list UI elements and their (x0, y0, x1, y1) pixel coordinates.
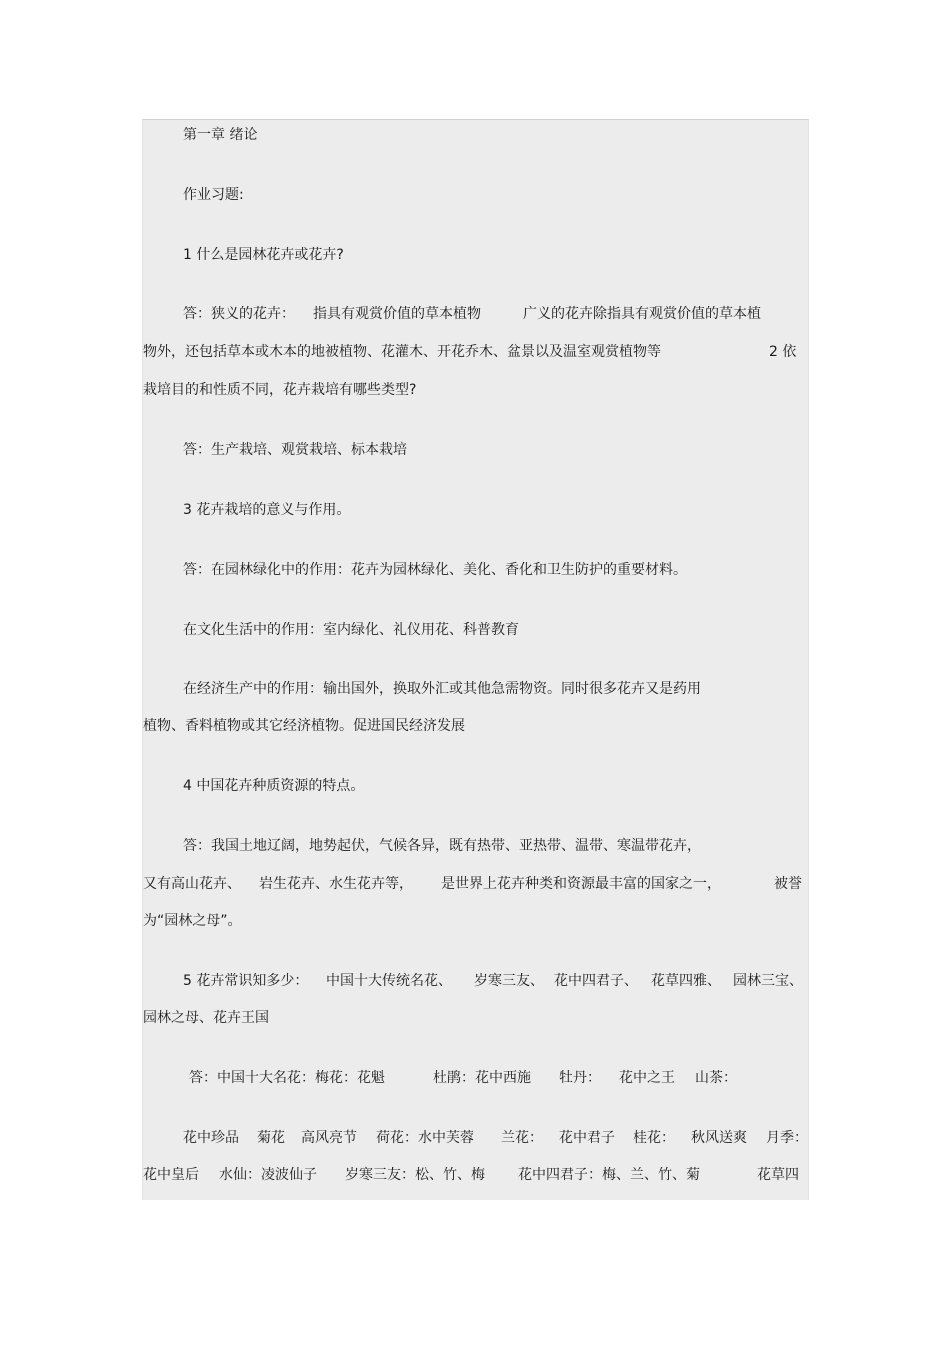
text-segment: 指具有观赏价值的草本植物 (313, 306, 481, 322)
text-segment: 2 依 (769, 344, 797, 360)
text-segment: 栽培目的和性质不同，花卉栽培有哪些类型? (143, 382, 417, 398)
text-segment: 是世界上花卉种类和资源最丰富的国家之一， (441, 876, 721, 892)
text-segment: 答：在园林绿化中的作用：花卉为园林绿化、美化、香化和卫生防护的重要材料。 (183, 562, 687, 578)
text-segment: 花中君子 (559, 1130, 615, 1146)
text-segment: 桂花： (633, 1130, 675, 1146)
text-segment: 花中之王 (619, 1070, 675, 1086)
text-segment: 菊花 (257, 1130, 285, 1146)
text-segment: 岩生花卉、水生花卉等， (259, 876, 413, 892)
text-segment: 1 什么是园林花卉或花卉? (183, 247, 344, 263)
text-segment: 在经济生产中的作用：输出国外，换取外汇或其他急需物资。同时很多花卉又是药用 (183, 681, 701, 697)
text-segment: 月季： (766, 1130, 808, 1146)
text-segment: 被誉 (774, 876, 802, 892)
text-segment: 答：我国土地辽阔，地势起伏，气候各异，既有热带、亚热带、温带、寒温带花卉， (183, 838, 701, 854)
text-segment: 高风亮节 (301, 1130, 357, 1146)
text-segment: 在文化生活中的作用：室内绿化、礼仪用花、科普教育 (183, 622, 519, 638)
text-segment: 花草四 (757, 1167, 799, 1183)
text-segment: 物外，还包括草本或木本的地被植物、花灌木、开花乔木、盆景以及温室观赏植物等 (143, 344, 661, 360)
text-segment: 花中四君子、 (554, 973, 638, 989)
text-segment: 3 花卉栽培的意义与作用。 (183, 502, 351, 518)
text-segment: 4 中国花卉种质资源的特点。 (183, 778, 365, 794)
text-segment: 兰花： (501, 1130, 543, 1146)
text-segment: 花中皇后 (143, 1167, 199, 1183)
text-segment: 5 花卉常识知多少： (183, 973, 309, 989)
text-segment: 秋风送爽 (691, 1130, 747, 1146)
text-segment: 又有高山花卉、 (143, 876, 241, 892)
text-segment: 水仙：凌波仙子 (219, 1167, 317, 1183)
text-segment: 作业习题: (183, 187, 244, 203)
text-segment: 植物、香料植物或其它经济植物。促进国民经济发展 (143, 718, 465, 734)
text-segment: 山茶： (695, 1070, 737, 1086)
document-page (142, 119, 809, 1200)
text-segment: 中国十大传统名花、 (326, 973, 452, 989)
text-segment: 第一章 绪论 (183, 127, 258, 143)
text-segment: 答：生产栽培、观赏栽培、标本栽培 (183, 442, 407, 458)
text-segment: 答：狭义的花卉： (183, 306, 295, 322)
text-segment: 园林之母、花卉王国 (143, 1010, 269, 1026)
text-segment: 荷花：水中芙蓉 (376, 1130, 474, 1146)
text-segment: 广义的花卉除指具有观赏价值的草本植 (523, 306, 761, 322)
text-segment: 岁寒三友、 (474, 973, 544, 989)
text-segment: 为“园林之母”。 (143, 913, 242, 929)
text-segment: 花中四君子：梅、兰、竹、菊 (518, 1167, 700, 1183)
text-segment: 园林三宝、 (733, 973, 803, 989)
text-segment: 牡丹： (559, 1070, 601, 1086)
text-segment: 花中珍品 (183, 1130, 239, 1146)
text-segment: 杜鹃：花中西施 (433, 1070, 531, 1086)
text-segment: 岁寒三友：松、竹、梅 (345, 1167, 485, 1183)
text-segment: 答：中国十大名花：梅花：花魁 (189, 1070, 385, 1086)
text-segment: 花草四雅、 (651, 973, 721, 989)
